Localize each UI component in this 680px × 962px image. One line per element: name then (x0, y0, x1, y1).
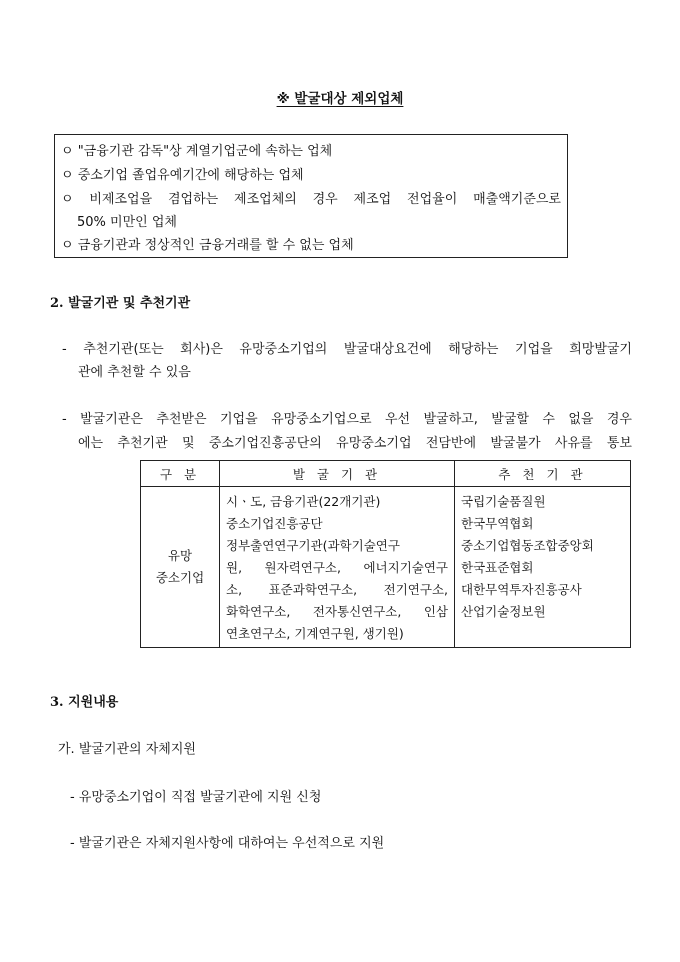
exclusion-item: ㅇ "금융기관 감독"상 계열기업군에 속하는 업체 (61, 144, 333, 159)
exclusion-item: ㅇ 비제조업을 겸업하는 제조업체의 경우 제조업 전업율이 매출액기준으로 (61, 192, 561, 207)
discovery-line: 중소기업진흥공단 (226, 516, 323, 531)
table-header-row (141, 461, 631, 487)
recommend-line: 국립기술품질원 (461, 494, 546, 509)
recommend-line: 산업기술정보원 (461, 604, 546, 619)
table-header-discovery: 발 굴 기 관 (220, 461, 455, 487)
section3-heading: 3. 지원내용 (50, 695, 119, 710)
discovery-line: 화학연구소, 전자통신연구소, 인삼 (226, 604, 448, 619)
exclusion-item-continuation: 50% 미만인 업체 (77, 215, 177, 230)
table-cell-recommend (455, 487, 631, 648)
section3-item: - 발굴기관은 자체지원사항에 대하여는 우선적으로 지원 (70, 836, 385, 851)
section3-item: - 유망중소기업이 직접 발굴기관에 지원 신청 (70, 790, 322, 805)
table-header-recommend: 추 천 기 관 (455, 461, 631, 487)
recommend-line: 한국표준협회 (461, 560, 534, 575)
section2-heading: 2. 발굴기관 및 추천기관 (50, 296, 191, 311)
discovery-line: 연초연구소, 기계연구원, 생기원) (226, 626, 404, 641)
section2-para2-line2: 에는 추천기관 및 중소기업진흥공단의 유망중소기업 전담반에 발굴불가 사유를 통보 (78, 436, 632, 451)
exclusion-box (54, 134, 568, 258)
agency-table (140, 460, 631, 648)
table-cell-category (141, 487, 220, 648)
discovery-line: 소, 표준과학연구소, 전기연구소, (226, 582, 448, 597)
section3-subheading: 가. 발굴기관의 자체지원 (58, 742, 196, 757)
category-line: 유망 (167, 548, 193, 563)
table-cell-discovery (220, 487, 455, 648)
table-row (141, 487, 631, 648)
discovery-line: 원, 원자력연구소, 에너지기술연구 (226, 560, 448, 575)
recommend-line: 한국무역협회 (461, 516, 534, 531)
table-header-category: 구 분 (141, 461, 220, 487)
discovery-line: 시ㆍ도, 금융기관(22개기관) (226, 494, 381, 509)
recommend-line: 대한무역투자진흥공사 (461, 582, 582, 597)
page-title (0, 87, 680, 107)
title-text: ※ 발굴대상 제외업체 (276, 91, 404, 107)
exclusion-item: ㅇ 금융기관과 정상적인 금융거래를 할 수 없는 업체 (61, 238, 354, 253)
recommend-line: 중소기업협동조합중앙회 (461, 538, 594, 553)
category-line: 중소기업 (155, 570, 205, 585)
section2-para2-line1: - 발굴기관은 추천받은 기업을 유망중소기업으로 우선 발굴하고, 발굴할 수 없을 경우 (62, 412, 632, 427)
discovery-line: 정부출연연구기관(과학기술연구 (226, 538, 400, 553)
section2-para1-line2: 관에 추천할 수 있음 (78, 365, 191, 380)
section2-para1-line1: - 추천기관(또는 회사)은 유망중소기업의 발굴대상요건에 해당하는 기업을 희망발굴기 (62, 342, 632, 357)
exclusion-item: ㅇ 중소기업 졸업유예기간에 해당하는 업체 (61, 168, 304, 183)
